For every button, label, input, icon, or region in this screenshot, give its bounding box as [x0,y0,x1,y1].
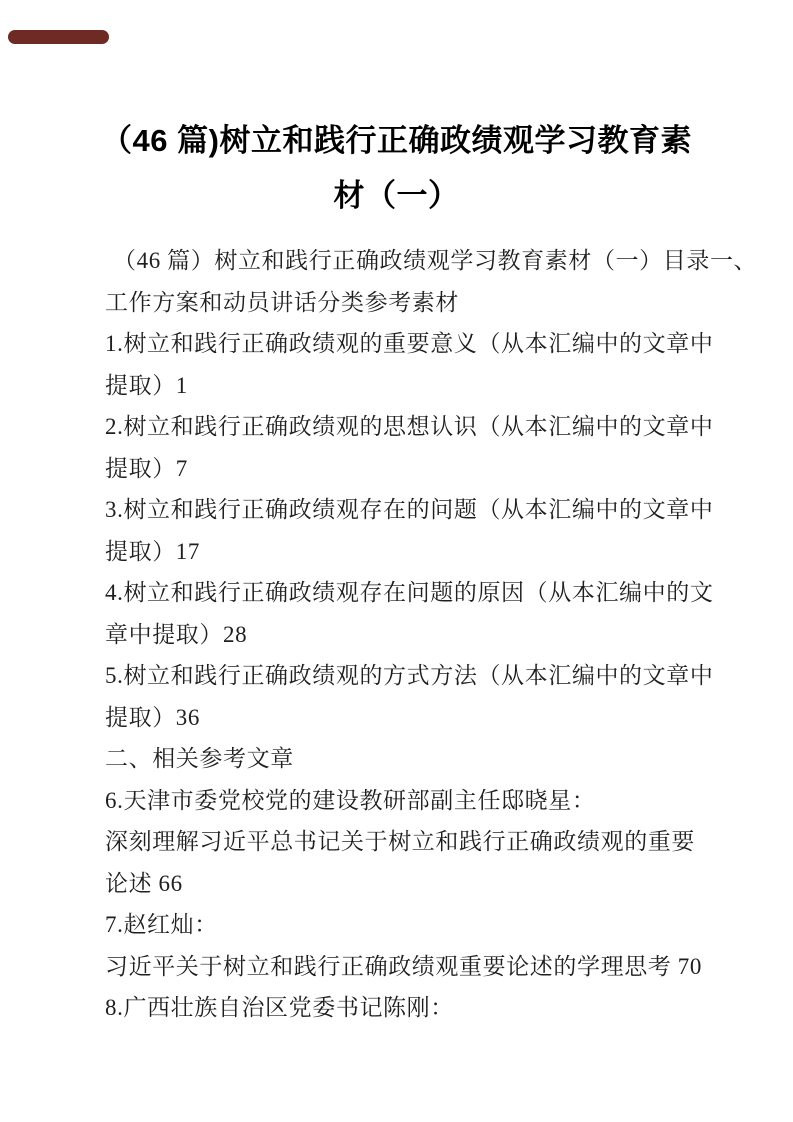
body-line-toc-item-8: 8.广西壮族自治区党委书记陈刚： [105,995,454,1020]
body-line-toc-item-1: 1.树立和践行正确政绩观的重要意义（从本汇编中的文章中 [105,331,714,356]
document-body [105,240,758,1029]
top-maroon-bar [8,30,109,44]
body-line: 提取）1 [105,372,188,398]
body-line-toc-item-5: 5.树立和践行正确政绩观的方式方法（从本汇编中的文章中 [105,663,714,688]
body-line: 提取）36 [105,704,200,730]
body-line-toc-item-3: 3.树立和践行正确政绩观存在的问题（从本汇编中的文章中 [105,497,714,522]
document-title [40,113,753,223]
document-title-line-2: 材（一） [333,178,460,213]
body-line: 提取）7 [105,455,188,481]
body-line-toc-item-7: 7.赵红灿： [105,912,218,937]
body-line-section-2-heading: 二、相关参考文章 [105,746,294,771]
body-line: 工作方案和动员讲话分类参考素材 [105,289,459,315]
document-title-line-1: （46 篇)树立和践行正确政绩观学习教育素 [101,123,692,158]
body-line: 论述 66 [105,870,183,896]
body-line-toc-item-6: 6.天津市委党校党的建设教研部副主任邸晓星： [105,787,596,813]
body-line-toc-item-2: 2.树立和践行正确政绩观的思想认识（从本汇编中的文章中 [105,414,714,439]
body-line: 章中提取）28 [105,621,248,647]
body-line: 提取）17 [105,538,200,564]
body-line-toc-item-4: 4.树立和践行正确政绩观存在问题的原因（从本汇编中的文 [105,580,714,605]
body-line: 习近平关于树立和践行正确政绩观重要论述的学理思考 70 [105,953,702,979]
body-line: （46 篇）树立和践行正确政绩观学习教育素材（一）目录一、 [113,248,758,273]
body-line: 深刻理解习近平总书记关于树立和践行正确政绩观的重要 [105,829,695,854]
